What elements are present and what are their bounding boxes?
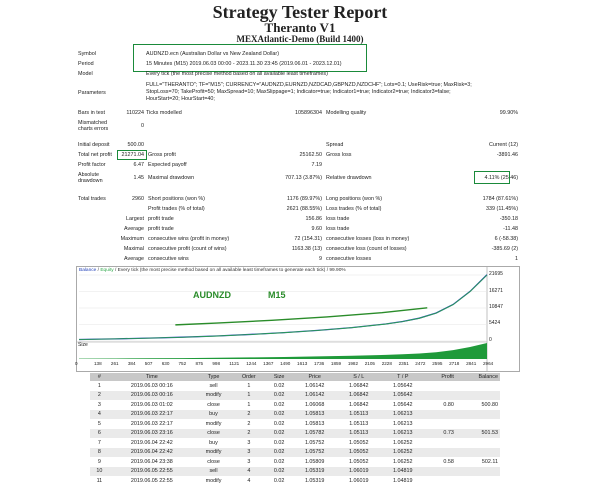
deal-cell <box>456 438 500 448</box>
x-tick-label: 138 <box>93 361 102 366</box>
ea-name: Theranto V1 <box>264 20 336 35</box>
symbol-value: AUDNZD.ecn (Australian Dollar vs New Zealand Dollar) <box>146 51 280 57</box>
x-tick-label: 2351 <box>398 361 409 366</box>
parameters-label: Parameters <box>78 90 106 96</box>
deals-column-header: Order <box>232 373 265 381</box>
deal-row <box>90 457 500 467</box>
highlight-rel-dd <box>474 171 510 184</box>
deal-cell: 1.06019 <box>348 477 369 484</box>
y-tick-label: 21695 <box>489 271 503 277</box>
y-tick-label: 5424 <box>489 320 501 327</box>
deal-cell: sell <box>209 382 218 389</box>
gross-profit-value: 25162.50 <box>299 152 322 158</box>
deal-cell: 1.06213 <box>381 429 425 439</box>
x-tick-label: 507 <box>144 361 153 366</box>
deal-row <box>90 419 500 429</box>
deal-row <box>90 381 500 391</box>
deal-cell: 1.06213 <box>393 420 413 427</box>
deal-cell: 1.05642 <box>393 382 413 389</box>
server-build: MEXAtlantic-Demo (Build 1400) <box>236 34 364 44</box>
deal-cell: 2019.06.03 00:16 <box>109 391 195 401</box>
max-cons-losses-label: consecutive losses (loss in money) <box>326 236 410 242</box>
deal-cell: 0.02 <box>273 458 285 465</box>
deals-column-header: # <box>90 373 109 381</box>
max-dd-label: Maximal drawdown <box>148 175 195 181</box>
maximal-cons-profit-value: 1163.38 (13) <box>291 246 322 252</box>
x-tick-label: 261 <box>110 361 119 366</box>
loss-trades-value: 339 (11.45%) <box>486 206 518 212</box>
x-tick-label: 1244 <box>246 361 257 366</box>
deal-cell: 8 <box>90 448 109 458</box>
x-tick-label: 1121 <box>229 361 240 366</box>
deal-cell: 3 <box>97 401 101 408</box>
mismatch-value: 0 <box>141 123 144 129</box>
chart-header-rest: / Every tick (the most precise method based on all available least timeframes to generate each tick) / 99.90% <box>113 268 346 273</box>
deal-cell: 4 <box>232 467 265 477</box>
gross-profit-label: Gross profit <box>148 152 176 158</box>
short-label: Short positions (won %) <box>148 196 205 202</box>
deal-cell: close <box>195 429 232 439</box>
symbol-label: Symbol <box>78 51 96 57</box>
largest-profit-value: 156.86 <box>305 216 322 222</box>
average-profit-label: profit trade <box>148 226 174 232</box>
largest-profit-label: profit trade <box>148 216 174 222</box>
deal-cell: 0.02 <box>273 401 285 408</box>
deal-cell: 0.73 <box>425 429 456 439</box>
deal-cell: 9 <box>97 458 101 465</box>
deal-cell: 11 <box>96 477 103 484</box>
deal-cell: 2019.06.05 22:55 <box>109 467 195 477</box>
x-tick-label: 384 <box>127 361 136 366</box>
model-value: Every tick (the most precise method based on all available least timeframes) <box>146 71 328 77</box>
avg-cons-wins-label: consecutive wins <box>148 256 189 262</box>
deal-cell: 2019.06.04 23:38 <box>130 458 173 465</box>
annotation-pair: AUDNZD <box>193 290 231 300</box>
x-tick-label: 2841 <box>466 361 477 366</box>
highlight-net-profit <box>117 150 147 160</box>
bars-value: 110224 <box>126 110 144 116</box>
deal-cell: 1.05782 <box>293 429 337 439</box>
x-tick-label: 2105 <box>364 361 375 366</box>
deal-cell <box>425 419 456 429</box>
max-cons-wins-label: consecutive wins (profit in money) <box>148 236 230 242</box>
spread-label: Spread <box>326 142 344 148</box>
deal-cell: 1.04819 <box>393 477 413 484</box>
x-tick-label: 752 <box>178 361 187 366</box>
deal-cell: 2019.06.03 01:02 <box>130 401 173 408</box>
deal-cell: 2 <box>90 391 109 401</box>
deal-cell: 0.02 <box>273 382 285 389</box>
deal-row <box>90 467 500 477</box>
ticks-label: Ticks modelled <box>146 110 182 116</box>
x-tick-label: 2228 <box>381 361 392 366</box>
average-label: Average <box>124 226 144 232</box>
avg-cons-label: Average <box>124 256 144 262</box>
initial-deposit-value: 500.00 <box>127 142 144 148</box>
report-title: Strategy Tester Report <box>212 2 388 22</box>
deal-cell: 10 <box>90 467 109 477</box>
deal-cell: 2019.06.03 22:17 <box>109 410 195 420</box>
deal-cell: 1.05319 <box>293 467 337 477</box>
profit-trades-label: Profit trades (% of total) <box>148 206 205 212</box>
deals-column-header: Price <box>293 373 337 381</box>
deal-cell: 2 <box>232 429 265 439</box>
deal-cell <box>456 419 500 429</box>
average-profit-value: 9.60 <box>311 226 322 232</box>
deal-cell: 0.02 <box>266 429 293 439</box>
deal-cell: 1.05113 <box>337 429 381 439</box>
deal-cell: 501.53 <box>456 429 500 439</box>
deal-cell: 1.05052 <box>337 448 381 458</box>
deal-cell: 1.06842 <box>348 382 369 389</box>
y-tick-label: 0 <box>489 337 492 343</box>
mismatch-label-2: charts errors <box>78 126 109 132</box>
spread-value: Current (12) <box>488 142 518 148</box>
max-cons-wins-value: 72 (154.31) <box>294 236 322 242</box>
deal-cell: 1.05813 <box>304 420 325 427</box>
deals-table <box>90 373 500 486</box>
rel-dd-value: 4.11% (25.46) <box>484 175 518 181</box>
deal-cell: 1.06252 <box>393 458 413 465</box>
deal-cell: 1.06142 <box>293 391 337 401</box>
deal-cell: 2019.06.05 22:55 <box>130 477 173 484</box>
chart-header-equity: Equity <box>100 268 114 273</box>
x-tick-label: 630 <box>161 361 170 366</box>
deal-cell <box>425 476 456 486</box>
deal-cell: 1.06252 <box>393 439 413 446</box>
highlight-symbol-period <box>133 44 367 72</box>
x-tick-label: 1490 <box>280 361 291 366</box>
x-tick-label: 1736 <box>313 361 325 366</box>
deal-cell <box>425 438 456 448</box>
deal-cell: 2019.06.03 00:16 <box>130 382 173 389</box>
deal-cell: 1.06252 <box>381 448 425 458</box>
deal-cell: 1.05752 <box>293 448 337 458</box>
maximal-cons-loss-label: consecutive loss (count of losses) <box>326 246 407 252</box>
deal-cell: 2019.06.04 22:42 <box>109 448 195 458</box>
deal-cell: 502.11 <box>481 458 498 465</box>
deal-cell: 4 <box>90 410 109 420</box>
rel-dd-label: Relative drawdown <box>326 175 372 181</box>
initial-deposit-label: Initial deposit <box>78 142 110 148</box>
deal-cell: 6 <box>90 429 109 439</box>
deal-cell: 3 <box>247 439 251 446</box>
gross-loss-label: Gross loss <box>326 152 352 158</box>
x-tick-label: 1859 <box>330 361 342 366</box>
deal-row <box>90 429 500 439</box>
short-value: 1176 (89.97%) <box>287 196 322 202</box>
deal-cell: 2 <box>247 420 251 427</box>
deal-cell: 0.02 <box>273 420 285 427</box>
deals-column-header: T / P <box>381 373 425 381</box>
deal-cell: 0.02 <box>266 410 293 420</box>
deal-row <box>90 391 500 401</box>
deal-row <box>90 448 500 458</box>
deal-cell: buy <box>195 410 232 420</box>
deal-cell <box>425 410 456 420</box>
deal-cell: 1.05319 <box>304 477 325 484</box>
deal-cell: 1.05813 <box>293 410 337 420</box>
deal-cell: 1.06019 <box>337 467 381 477</box>
x-tick-label: 2718 <box>449 361 460 366</box>
deal-cell: 1.06213 <box>381 410 425 420</box>
net-profit-label: Total net profit <box>78 152 112 158</box>
deal-cell: 0.02 <box>266 391 293 401</box>
x-tick-label: 875 <box>195 361 204 366</box>
x-tick-label: 998 <box>212 361 221 366</box>
largest-loss-label: loss trade <box>326 216 350 222</box>
largest-loss-value: -350.18 <box>499 216 518 222</box>
x-tick-label: 1982 <box>347 361 359 366</box>
parameters-line-3: HourStart=20; HourStart=40; <box>146 96 215 102</box>
net-profit-value: 21271.04 <box>121 152 144 158</box>
deal-cell: 1.05642 <box>393 401 413 408</box>
deal-cell: close <box>207 458 220 465</box>
expected-payoff-value: 7.19 <box>311 162 322 168</box>
chart-header-sep: / <box>96 268 101 273</box>
x-tick-label: 2595 <box>432 361 443 366</box>
deal-cell: 1.05752 <box>304 439 325 446</box>
deal-cell: 2019.06.03 23:16 <box>109 429 195 439</box>
maximal-cons-loss-value: -385.69 (2) <box>491 246 518 252</box>
deal-cell: 1 <box>232 391 265 401</box>
deal-cell: sell <box>195 467 232 477</box>
avg-cons-losses-label: consecutive losses <box>326 256 372 262</box>
deal-cell: 1 <box>97 382 101 389</box>
abs-dd-label-1: Absolute <box>78 172 99 178</box>
deal-cell: close <box>207 401 220 408</box>
profit-factor-value: 6.47 <box>133 162 144 168</box>
y-tick-label: 16271 <box>489 287 503 294</box>
deal-cell: 1.06068 <box>304 401 325 408</box>
long-label: Long positions (won %) <box>326 196 383 202</box>
deal-cell: 0.58 <box>443 458 454 465</box>
maximal-cons-profit-label: consecutive profit (count of wins) <box>148 246 227 252</box>
x-tick-label: 0 <box>75 361 78 366</box>
deals-header-row <box>90 373 500 381</box>
mismatch-label-1: Mismatched <box>78 120 108 126</box>
equity-line <box>79 275 487 339</box>
size-label: Size <box>78 342 88 348</box>
maximum-label: Maximum <box>120 236 144 242</box>
deal-cell: buy <box>209 439 218 446</box>
deal-cell <box>456 410 500 420</box>
total-trades-label: Total trades <box>78 196 106 202</box>
deal-cell: 1.05052 <box>348 458 369 465</box>
deal-row <box>90 410 500 420</box>
size-area <box>79 343 487 359</box>
deal-cell: 7 <box>97 439 101 446</box>
x-tick-label: 1613 <box>297 361 308 366</box>
balance-chart <box>76 266 520 372</box>
deal-cell: 3 <box>247 458 251 465</box>
total-trades-value: 2960 <box>132 196 144 202</box>
avg-cons-wins-value: 9 <box>319 256 322 262</box>
deal-cell: 0.02 <box>273 477 285 484</box>
deal-cell: 2019.06.04 22:42 <box>130 439 173 446</box>
deal-cell: modify <box>205 477 222 484</box>
deal-cell: modify <box>195 391 232 401</box>
deal-cell: 0.02 <box>266 467 293 477</box>
average-loss-value: -11.48 <box>503 226 518 232</box>
deal-cell: 0.02 <box>266 448 293 458</box>
deal-cell: 2019.06.03 22:17 <box>130 420 173 427</box>
profit-factor-label: Profit factor <box>78 162 106 168</box>
period-value: 15 Minutes (M15) 2019.06.03 00:00 - 2023.11.30 23:45 (2019.06.01 - 2023.12.01) <box>146 61 342 67</box>
deal-cell: 1.05113 <box>349 420 369 427</box>
deals-column-header: S / L <box>337 373 381 381</box>
deal-cell: 1.05052 <box>348 439 369 446</box>
deal-cell: modify <box>205 420 222 427</box>
period-label: Period <box>78 61 94 67</box>
deal-cell: 1.05809 <box>304 458 325 465</box>
deal-cell: 0.80 <box>443 401 454 408</box>
largest-label: Largest <box>126 216 144 222</box>
deal-cell <box>425 381 456 391</box>
average-loss-label: loss trade <box>326 226 350 232</box>
chart-header-balance: Balance <box>79 268 97 273</box>
deal-cell: 1.06142 <box>304 382 325 389</box>
deal-cell <box>456 448 500 458</box>
deal-cell: 5 <box>97 420 101 427</box>
maximal-label: Maximal <box>123 246 144 252</box>
balance-line <box>79 275 487 340</box>
expected-payoff-label: Expected payoff <box>148 162 187 168</box>
ticks-value: 105896304 <box>295 110 322 116</box>
deal-cell: 2 <box>232 410 265 420</box>
quality-value: 99.90% <box>499 110 518 116</box>
chart-plot <box>77 267 519 371</box>
x-tick-label: 1367 <box>263 361 274 366</box>
x-tick-label: 2472 <box>415 361 426 366</box>
deal-cell: 1.05113 <box>337 410 381 420</box>
max-dd-value: 707.13 (3.87%) <box>285 175 322 181</box>
deal-cell <box>456 381 500 391</box>
parameters-line-1: FULL="THERANTO"; TF="M15"; CURRENCY="AUDNZD,EURNZD,NZDCAD,GBPNZD,NZDCHF"; Lots=0.1; UseRisk=true; MaxRisk=3; <box>146 82 472 88</box>
deals-column-header: Balance <box>456 373 500 381</box>
deal-cell <box>425 448 456 458</box>
annotation-trend-line <box>175 308 427 325</box>
deals-column-header: Size <box>266 373 293 381</box>
deal-cell <box>425 467 456 477</box>
deal-row <box>90 476 500 486</box>
deal-cell <box>456 476 500 486</box>
deals-column-header: Profit <box>425 373 456 381</box>
deal-cell <box>425 391 456 401</box>
abs-dd-label-2: drawdown <box>78 178 103 184</box>
deal-cell: 3 <box>232 448 265 458</box>
bars-label: Bars in test <box>78 110 105 116</box>
deal-cell: 0.02 <box>273 439 285 446</box>
deal-cell: 1.05642 <box>381 391 425 401</box>
max-cons-losses-value: 6 (-58.38) <box>494 236 518 242</box>
abs-dd-value: 1.45 <box>133 175 144 181</box>
profit-trades-value: 2621 (88.55%) <box>286 206 322 212</box>
deal-cell: 1.06842 <box>337 391 381 401</box>
deal-row <box>90 400 500 410</box>
deal-row <box>90 438 500 448</box>
deal-cell: 4 <box>247 477 251 484</box>
deal-cell: 500.80 <box>481 401 498 408</box>
gross-loss-value: -3891.46 <box>496 152 518 158</box>
deal-cell <box>456 467 500 477</box>
deal-cell: 1.04819 <box>381 467 425 477</box>
quality-label: Modelling quality <box>326 110 367 116</box>
annotation-timeframe: M15 <box>268 290 286 300</box>
deal-cell: 1 <box>247 382 251 389</box>
parameters-line-2: StopLoss=70; TakeProfit=50; MaxSpread=10; MaxSlippage=1; Indicator=true; Indicator1=true; Indicator2=true; Indicator3=false; <box>146 89 451 95</box>
deal-cell <box>456 391 500 401</box>
loss-trades-label: Loss trades (% of total) <box>326 206 382 212</box>
model-label: Model <box>78 71 93 77</box>
deals-column-header: Time <box>109 373 195 381</box>
deal-cell: modify <box>195 448 232 458</box>
x-tick-label: 2964 <box>483 361 494 366</box>
avg-cons-losses-value: 1 <box>515 256 518 262</box>
long-value: 1784 (87.61%) <box>482 196 518 202</box>
deal-cell: 1 <box>247 401 251 408</box>
deal-cell: 1.06842 <box>348 401 369 408</box>
y-tick-label: 10847 <box>489 304 503 310</box>
deals-column-header: Type <box>195 373 232 381</box>
